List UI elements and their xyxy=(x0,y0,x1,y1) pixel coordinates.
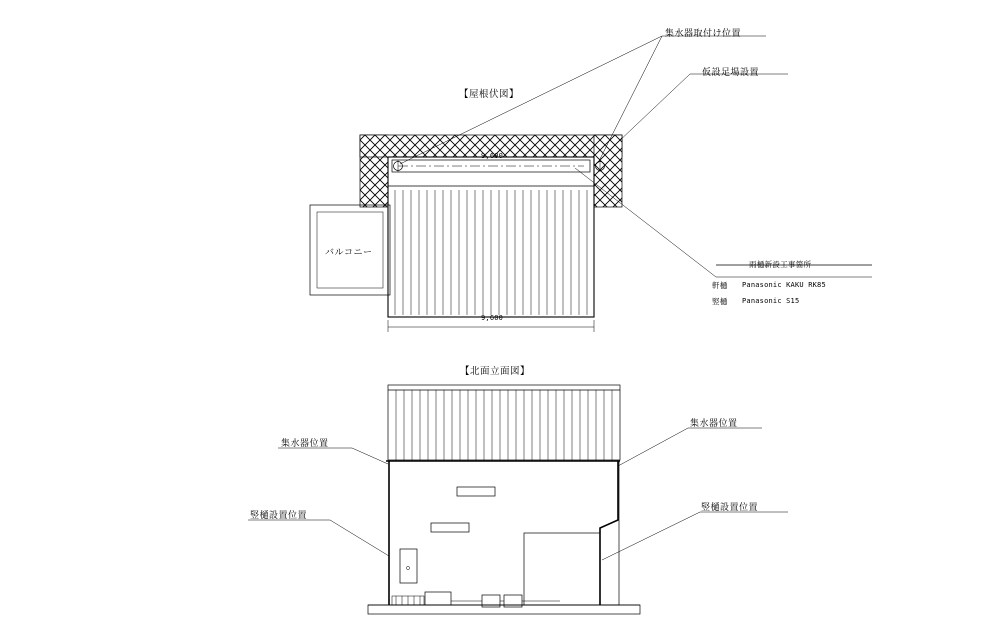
spec-row-0-label: 軒樋 xyxy=(712,281,728,290)
elev-roof-outline xyxy=(388,385,620,460)
north-elevation-group xyxy=(368,385,640,614)
callout-downpipe-left: 竪樋設置位置 xyxy=(250,511,308,521)
spec-row-0-value: Panasonic KAKU RK85 xyxy=(742,281,826,289)
plan-dim-top: 9,600 xyxy=(481,152,504,160)
elev-window-lower xyxy=(431,523,469,532)
callout-collector-mount: 集水器取付け位置 xyxy=(665,29,742,39)
callout-collector-right: 集水器位置 xyxy=(690,419,738,429)
callout-collector-left: 集水器位置 xyxy=(281,439,329,449)
plan-title: 【屋根伏図】 xyxy=(459,89,520,100)
roof-plan-group xyxy=(310,135,622,332)
spec-row-1-label: 竪樋 xyxy=(712,297,728,306)
elev-foundation-a xyxy=(425,592,451,605)
elev-window-upper xyxy=(457,487,495,496)
elev-annex-block xyxy=(524,533,600,605)
callout-downpipe-right: 竪樋設置位置 xyxy=(701,503,759,513)
elev-downpipe-right xyxy=(600,461,618,605)
elev-roof-ribs xyxy=(396,390,612,460)
elevation-title: 【北面立面図】 xyxy=(460,366,531,377)
elev-meter-box xyxy=(400,549,417,583)
scaffold-hatch-right xyxy=(594,135,622,207)
callout-temp-scaffold: 仮設足場設置 xyxy=(702,68,760,78)
spec-note-heading: 雨樋新設工事箇所 xyxy=(749,260,812,269)
balcony-label: バルコニー xyxy=(325,248,373,258)
plan-dim-bottom: 9,600 xyxy=(481,314,504,322)
elev-meter-dot xyxy=(406,566,409,569)
roof-ribs xyxy=(395,190,587,315)
spec-row-1-value: Panasonic S15 xyxy=(742,297,800,305)
elevation-leaders xyxy=(248,428,788,560)
elev-foundation-hatch xyxy=(396,596,420,605)
